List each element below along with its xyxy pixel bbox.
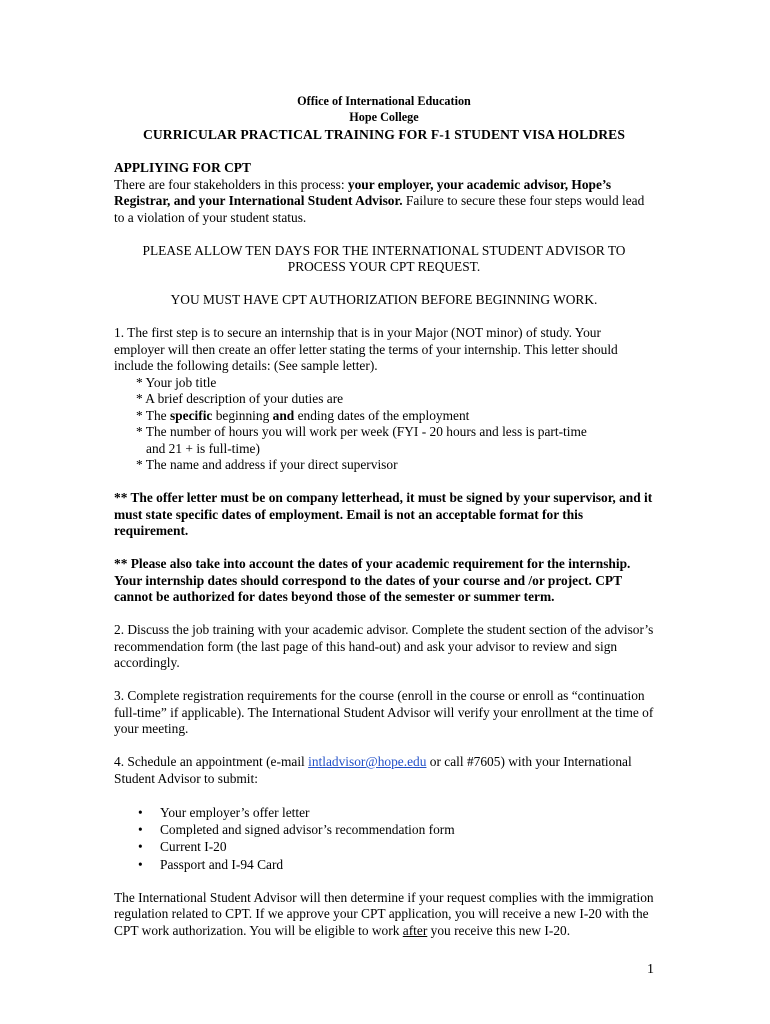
- authorization-notice: YOU MUST HAVE CPT AUTHORIZATION BEFORE BEGINNING WORK.: [170, 292, 598, 307]
- list-item: [114, 804, 654, 821]
- detail-hours: * The number of hours you will work per week (FYI - 20 hours and less is part-time: [136, 424, 587, 439]
- submission-list: [114, 804, 654, 874]
- page-number: 1: [647, 962, 654, 977]
- list-item-text: Completed and signed advisor’s recommendation form: [160, 821, 455, 837]
- bullet-icon: •: [138, 821, 143, 837]
- intro-warning: Failure to secure these four steps would lead to a violation of your student status.: [114, 193, 645, 225]
- step-1-text: 1. The first step is to secure an internship that is in your Major (NOT minor) of study. Your employer will then create an offer letter stating the terms of your internship. This letter should include the following details: (See sample letter).: [114, 325, 618, 373]
- letterhead-note: ** The offer letter must be on company letterhead, it must be signed by your supervisor, and it must state specific dates of employment. Email is not an acceptable format for this requirement.: [114, 490, 653, 538]
- detail-supervisor: * The name and address if your direct supervisor: [136, 457, 398, 472]
- spacer: [114, 672, 654, 689]
- document-title: CURRICULAR PRACTICAL TRAINING FOR F-1 STUDENT VISA HOLDRES: [142, 127, 626, 142]
- stakeholders-text: your employer, your academic advisor, Hope’s Registrar, and your International Student Advisor.: [114, 176, 612, 208]
- closing-pre: The International Student Advisor will then determine if your request complies with the immigration regulation related to CPT. If we approve your CPT application, you will receive a new I-20 with the CPT work authorization. You will be eligible to work: [114, 889, 654, 938]
- detail-dates-pre: * The: [136, 407, 170, 423]
- step-2-text: 2. Discuss the job training with your academic advisor. Complete the student section of the advisor’s recommendation form (the last page of this hand-out) and ask your advisor to review and sign accordingly.: [114, 622, 654, 670]
- spacer: [114, 276, 654, 293]
- detail-dates-specific: specific: [169, 407, 213, 423]
- step-3-text: 3. Complete registration requirements for the course (enroll in the course or enroll as “continuation full-time” if applicable). The International Student Advisor will verify your enrollment at the time of your meeting.: [114, 688, 654, 736]
- detail-dates-post: ending dates of the employment: [294, 407, 470, 423]
- detail-job-title: * Your job title: [136, 374, 217, 390]
- document-body: [114, 93, 654, 939]
- spacer: [114, 309, 654, 326]
- detail-dates: [136, 408, 654, 425]
- closing-after: after: [402, 922, 428, 938]
- allow-days-notice: PLEASE ALLOW TEN DAYS FOR THE INTERNATIONAL STUDENT ADVISOR TO PROCESS YOUR CPT REQUEST.: [142, 242, 626, 274]
- spacer: [114, 226, 654, 243]
- spacer: [114, 144, 654, 161]
- intro-text: There are four stakeholders in this process:: [114, 176, 348, 192]
- closing-paragraph: [114, 890, 654, 940]
- office-name: Office of International Education: [297, 94, 471, 108]
- college-name: Hope College: [349, 110, 419, 124]
- spacer: [114, 540, 654, 557]
- detail-dates-mid: beginning: [212, 407, 273, 423]
- spacer: [114, 738, 654, 755]
- list-item: [114, 856, 654, 873]
- spacer: [114, 787, 654, 804]
- bullet-icon: •: [138, 804, 143, 820]
- list-item-text: Your employer’s offer letter: [160, 804, 310, 820]
- academic-dates-note: ** Please also take into account the dates of your academic requirement for the internship. Your internship dates should correspond to the dates of your course and /or project. CPT cannot be authorized for dates beyond those of the semester or summer term.: [114, 556, 631, 604]
- detail-dates-and: and: [272, 407, 295, 423]
- step-4-text: [114, 754, 654, 787]
- detail-hours-cont: and 21 + is full-time): [146, 440, 260, 456]
- step-4-pre: 4. Schedule an appointment (e-mail: [114, 754, 309, 769]
- offer-letter-details: [114, 375, 654, 474]
- list-item-text: Passport and I-94 Card: [160, 856, 284, 872]
- detail-duties: * A brief description of your duties are: [136, 391, 344, 406]
- list-item: [114, 821, 654, 838]
- spacer: [114, 873, 654, 890]
- spacer: [114, 606, 654, 623]
- bullet-icon: •: [138, 856, 143, 872]
- list-item-text: Current I-20: [160, 839, 227, 855]
- step-4-post: or call #7605) with your International Student Advisor to submit:: [114, 754, 632, 786]
- advisor-email-link[interactable]: intladvisor@hope.edu: [308, 754, 427, 769]
- list-item: [114, 838, 654, 855]
- section-heading: APPLIYING FOR CPT: [114, 160, 251, 175]
- bullet-icon: •: [138, 839, 143, 855]
- intro-paragraph: [114, 177, 654, 227]
- closing-post: you receive this new I-20.: [427, 922, 571, 938]
- spacer: [114, 474, 654, 491]
